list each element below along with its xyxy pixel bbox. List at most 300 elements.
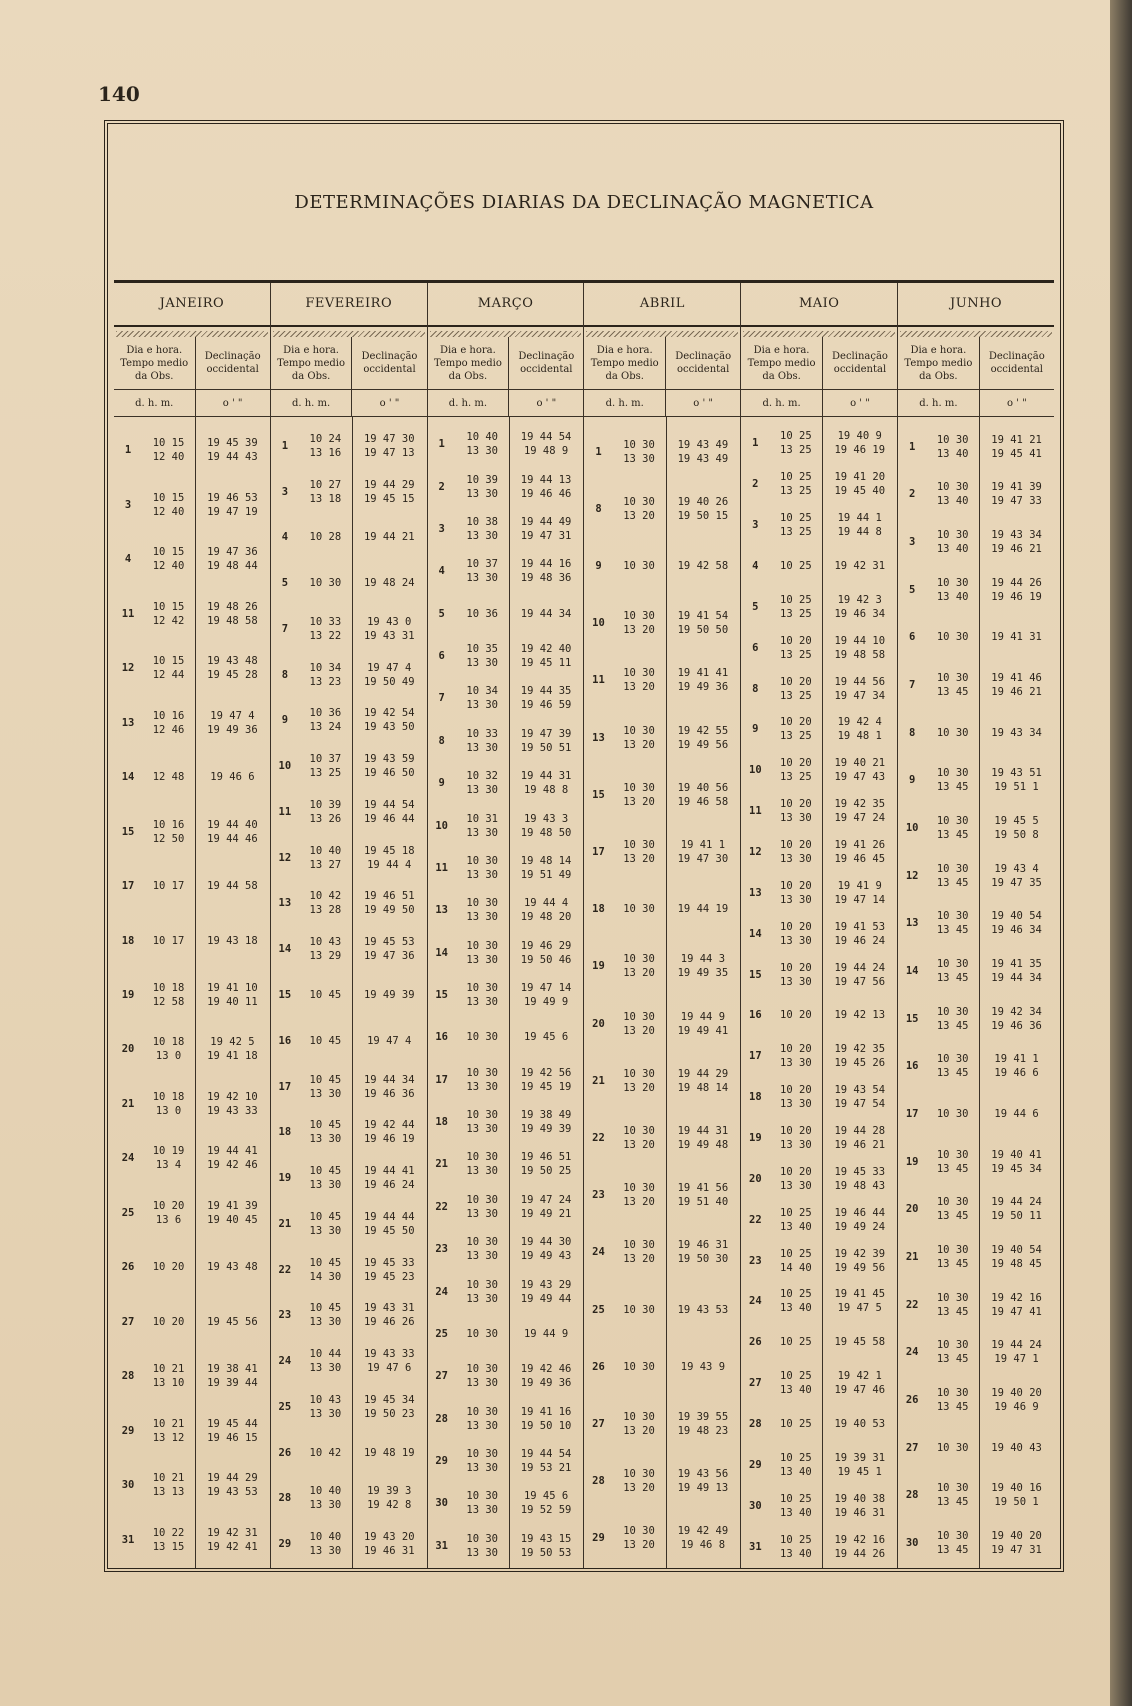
day-cell: 18 [278, 1126, 292, 1139]
table-row [114, 750, 270, 804]
day-cell: 21 [592, 1074, 605, 1087]
declination-cell: 19 41 31 [991, 631, 1042, 644]
time-cell: 10 30 13 20 [623, 495, 655, 522]
time-cell: 10 22 13 15 [152, 1526, 185, 1553]
declination-header: Declinação occidental [988, 351, 1045, 375]
time-cell: 10 25 13 40 [780, 1533, 812, 1560]
declination-cell: 19 43 51 19 51 1 [991, 767, 1042, 794]
declination-cell: 19 45 44 19 46 15 [207, 1417, 258, 1444]
time-cell: 10 30 13 45 [936, 1339, 969, 1366]
day-cell: 5 [752, 600, 759, 613]
day-cell: 4 [124, 553, 132, 566]
day-cell: 24 [121, 1152, 135, 1165]
declination-cell: 19 42 58 [677, 559, 729, 572]
day-cell: 26 [121, 1261, 135, 1274]
time-cell: 10 45 13 30 [309, 1302, 342, 1329]
table-row [271, 1384, 427, 1430]
declination-cell: 19 43 15 19 50 53 [520, 1532, 572, 1559]
time-cell: 10 20 13 25 [780, 675, 812, 702]
day-cell: 7 [438, 692, 445, 705]
day-cell: 30 [435, 1497, 448, 1510]
day-cell: 29 [121, 1424, 135, 1437]
day-cell: 31 [435, 1539, 448, 1552]
day-cell: 30 [121, 1479, 135, 1492]
day-cell: 25 [121, 1206, 135, 1219]
day-cell: 26 [278, 1446, 292, 1459]
table-row [428, 974, 584, 1016]
declination-cell: 19 44 34 [520, 607, 572, 620]
declination-cell: 19 40 53 [834, 1417, 886, 1430]
day-cell: 27 [121, 1315, 135, 1328]
time-cell: 10 42 13 28 [309, 890, 342, 917]
units-row [741, 390, 897, 417]
declination-cell: 19 43 34 [991, 726, 1042, 739]
column-headers [741, 337, 897, 390]
time-cell: 10 15 12 40 [152, 546, 185, 573]
day-cell: 15 [278, 988, 292, 1001]
table-row [428, 1313, 584, 1355]
table-row [741, 1485, 897, 1526]
declination-cell: 19 42 16 19 47 41 [991, 1291, 1042, 1318]
table-row [741, 1077, 897, 1118]
time-cell: 10 20 13 25 [780, 634, 812, 661]
table-row [428, 465, 584, 507]
table-row [584, 1167, 740, 1224]
table-row [584, 1510, 740, 1567]
table-row [428, 508, 584, 550]
declination-cell: 19 47 4 19 50 49 [363, 661, 415, 688]
table-row [741, 791, 897, 832]
time-cell: 10 30 13 30 [466, 1278, 498, 1305]
column-headers [428, 337, 584, 390]
table-row [584, 1338, 740, 1395]
time-cell: 10 20 [152, 1315, 185, 1328]
day-cell: 29 [278, 1538, 292, 1551]
declination-header: Declinação occidental [361, 351, 418, 375]
declination-cell: 19 40 9 19 46 19 [834, 430, 886, 457]
time-cell: 10 18 13 0 [152, 1090, 185, 1117]
column-headers [584, 337, 740, 390]
table-row [428, 1525, 584, 1567]
table-row [428, 677, 584, 719]
table-row [898, 757, 1054, 805]
declination-cell: 19 43 54 19 47 54 [834, 1084, 886, 1111]
declination-cell: 19 41 1 19 46 6 [994, 1053, 1039, 1080]
time-units: d. h. m. [428, 390, 510, 416]
month-column [114, 283, 271, 1568]
time-cell: 10 20 13 30 [780, 1124, 812, 1151]
day-cell: 22 [435, 1200, 448, 1213]
declination-cell: 19 43 56 19 49 13 [677, 1468, 729, 1495]
time-cell: 10 35 13 30 [466, 643, 498, 670]
day-cell: 24 [749, 1295, 762, 1308]
time-cell: 10 25 13 25 [780, 593, 812, 620]
day-cell: 5 [281, 577, 289, 590]
day-cell: 13 [905, 917, 919, 930]
declination-cell: 19 43 20 19 46 31 [363, 1531, 415, 1558]
declination-cell: 19 43 3 19 48 50 [520, 812, 572, 839]
declination-cell: 19 38 49 19 49 39 [520, 1109, 572, 1136]
month-column [741, 283, 898, 1568]
time-cell: 10 40 13 30 [309, 1485, 342, 1512]
table-row [898, 947, 1054, 995]
declination-cell: 19 44 49 19 47 31 [520, 515, 572, 542]
declination-cell: 19 40 56 19 46 58 [677, 781, 729, 808]
declination-cell: 19 40 26 19 50 15 [677, 495, 729, 522]
time-cell: 10 20 13 30 [780, 798, 812, 825]
table-row [741, 1118, 897, 1159]
day-cell: 4 [281, 531, 289, 544]
declination-cell: 19 44 31 19 49 48 [677, 1124, 729, 1151]
declination-cell: 19 43 49 19 43 49 [677, 438, 729, 465]
time-cell: 10 20 13 25 [780, 757, 812, 784]
table-row [114, 1458, 270, 1512]
time-cell: 10 30 [936, 631, 969, 644]
day-cell: 29 [749, 1458, 762, 1471]
declination-cell: 19 43 59 19 46 50 [363, 753, 415, 780]
time-cell: 10 36 [466, 607, 498, 620]
time-cell: 10 15 12 42 [152, 600, 185, 627]
time-cell: 10 30 13 20 [623, 667, 655, 694]
month-column [271, 283, 428, 1568]
time-cell: 10 30 13 40 [936, 481, 969, 508]
table-row [898, 709, 1054, 757]
declination-cell: 19 46 29 19 50 46 [520, 939, 572, 966]
table-row [741, 1322, 897, 1363]
table-row [898, 852, 1054, 900]
time-cell: 10 30 13 45 [936, 1053, 969, 1080]
day-cell: 4 [752, 559, 759, 572]
time-cell: 10 45 [309, 988, 342, 1001]
declination-cell: 19 43 9 [680, 1360, 726, 1373]
time-cell: 10 20 13 30 [780, 1084, 812, 1111]
time-cell: 10 30 [466, 1327, 498, 1340]
table-row [898, 423, 1054, 471]
declination-units: o ' " [693, 397, 714, 409]
day-cell: 1 [438, 438, 445, 451]
time-cell: 10 30 13 30 [466, 1448, 498, 1475]
table-row [428, 1059, 584, 1101]
declination-units: o ' " [222, 397, 243, 409]
page-number: 140 [98, 82, 140, 106]
table-row [271, 1521, 427, 1567]
declination-cell: 19 41 45 19 47 5 [834, 1288, 886, 1315]
time-cell: 10 30 13 20 [623, 1182, 655, 1209]
time-cell: 10 30 13 30 [466, 1490, 498, 1517]
time-cell: 10 20 13 30 [780, 1165, 812, 1192]
declination-cell: 19 43 29 19 49 44 [520, 1278, 572, 1305]
declination-cell: 19 44 34 19 46 36 [363, 1073, 415, 1100]
declination-cell: 19 42 35 19 45 26 [834, 1043, 886, 1070]
declination-cell: 19 46 51 19 50 25 [520, 1151, 572, 1178]
day-cell: 2 [909, 488, 916, 501]
table-row [428, 804, 584, 846]
day-cell: 19 [749, 1131, 762, 1144]
table-row [741, 1281, 897, 1322]
table-row [428, 720, 584, 762]
day-cell: 17 [435, 1073, 448, 1086]
time-cell: 10 19 13 4 [152, 1145, 185, 1172]
month-column [428, 283, 585, 1568]
declination-cell: 19 44 41 19 42 46 [207, 1145, 258, 1172]
day-cell: 25 [592, 1303, 605, 1316]
time-cell: 10 30 [936, 726, 969, 739]
time-cell: 10 40 13 30 [466, 431, 498, 458]
declination-cell: 19 43 0 19 43 31 [363, 615, 415, 642]
time-cell: 10 30 13 20 [623, 1124, 655, 1151]
declination-cell: 19 43 53 [677, 1303, 729, 1316]
time-cell: 10 18 13 0 [152, 1036, 185, 1063]
declination-cell: 19 40 38 19 46 31 [834, 1492, 886, 1519]
day-cell: 21 [121, 1097, 135, 1110]
day-cell: 7 [909, 679, 916, 692]
declination-cell: 19 48 19 [363, 1446, 415, 1459]
declination-cell: 19 44 31 19 48 8 [520, 770, 572, 797]
units-row [584, 390, 740, 417]
column-headers [114, 337, 270, 390]
table-row [428, 1101, 584, 1143]
declination-cell: 19 44 10 19 48 58 [834, 634, 886, 661]
declination-units: o ' " [1006, 397, 1027, 409]
time-cell: 10 30 13 30 [466, 1151, 498, 1178]
time-cell: 10 30 13 30 [466, 1405, 498, 1432]
table-row [898, 1424, 1054, 1472]
day-cell: 3 [281, 485, 289, 498]
rows-container [271, 417, 427, 1568]
time-cell: 10 30 [466, 1031, 498, 1044]
table-row [898, 471, 1054, 519]
table-row [271, 652, 427, 698]
table-row [584, 938, 740, 995]
table-row [898, 1329, 1054, 1377]
declination-cell: 19 43 4 19 47 35 [991, 862, 1042, 889]
declination-cell: 19 48 26 19 48 58 [207, 600, 258, 627]
day-cell: 10 [278, 760, 292, 773]
declination-cell: 19 46 53 19 47 19 [207, 491, 258, 518]
rows-container [898, 417, 1054, 1568]
day-cell: 17 [592, 845, 605, 858]
declination-cell: 19 42 55 19 49 56 [677, 724, 729, 751]
day-cell: 1 [124, 444, 132, 457]
time-cell: 10 30 13 30 [466, 1066, 498, 1093]
declination-cell: 19 44 24 19 47 1 [991, 1339, 1042, 1366]
declination-cell: 19 43 48 19 45 28 [207, 655, 258, 682]
day-cell: 26 [592, 1360, 605, 1373]
day-cell: 21 [905, 1251, 919, 1264]
units-row [271, 390, 427, 417]
table-row [271, 1430, 427, 1476]
day-cell: 24 [592, 1246, 605, 1259]
time-header: Dia e hora. Tempo medio da Obs. [584, 337, 666, 389]
day-cell: 31 [121, 1533, 135, 1546]
time-cell: 10 30 [936, 1108, 969, 1121]
day-cell: 1 [595, 445, 602, 458]
day-cell: 29 [592, 1532, 605, 1545]
table-row [741, 546, 897, 587]
units-row [114, 390, 270, 417]
table-row [741, 1363, 897, 1404]
declination-cell: 19 42 3 19 46 34 [834, 593, 886, 620]
declination-cell: 19 42 31 19 42 41 [207, 1526, 258, 1553]
table-row [898, 661, 1054, 709]
declination-cell: 19 47 4 19 49 36 [207, 709, 258, 736]
declination-cell: 19 44 19 [677, 903, 729, 916]
table-row [898, 614, 1054, 662]
day-cell: 9 [438, 777, 445, 790]
declination-cell: 19 41 56 19 51 40 [677, 1182, 729, 1209]
declination-cell: 19 42 13 [834, 1009, 886, 1022]
table-row [271, 1292, 427, 1338]
declination-cell: 19 49 39 [363, 988, 415, 1001]
day-cell: 13 [435, 904, 448, 917]
table-row [898, 566, 1054, 614]
day-cell: 14 [278, 943, 292, 956]
table-row [428, 592, 584, 634]
declination-cell: 19 44 30 19 49 43 [520, 1236, 572, 1263]
table-row [428, 550, 584, 592]
table-row [271, 1475, 427, 1521]
declination-cell: 19 40 41 19 45 34 [991, 1148, 1042, 1175]
table-row [114, 1349, 270, 1403]
table-row [741, 1526, 897, 1567]
time-cell: 10 30 [623, 1303, 655, 1316]
table-row [271, 789, 427, 835]
month-name: JUNHO [898, 283, 1054, 327]
day-cell: 14 [121, 771, 135, 784]
time-cell: 10 20 [152, 1261, 185, 1274]
month-name: ABRIL [584, 283, 740, 327]
day-cell: 18 [592, 903, 605, 916]
day-cell: 1 [909, 440, 916, 453]
table-row [428, 889, 584, 931]
time-cell: 10 45 13 30 [309, 1210, 342, 1237]
table-row [584, 1395, 740, 1452]
day-cell: 28 [435, 1412, 448, 1425]
time-cell: 10 39 13 26 [309, 798, 342, 825]
time-cell: 10 30 13 20 [623, 838, 655, 865]
table-row [114, 1131, 270, 1185]
time-cell: 10 30 13 45 [936, 1148, 969, 1175]
time-cell: 10 40 13 30 [309, 1531, 342, 1558]
table-row [428, 1186, 584, 1228]
declination-cell: 19 44 54 19 53 21 [520, 1448, 572, 1475]
time-cell: 10 30 13 45 [936, 862, 969, 889]
time-cell: 10 31 13 30 [466, 812, 498, 839]
table-row [428, 1143, 584, 1185]
month-name: JANEIRO [114, 283, 270, 327]
table-row [898, 1043, 1054, 1091]
time-cell: 10 30 13 20 [623, 1525, 655, 1552]
table-row [898, 1376, 1054, 1424]
day-cell: 3 [909, 536, 916, 549]
time-cell: 10 30 13 40 [936, 433, 969, 460]
declination-cell: 19 45 6 [523, 1031, 569, 1044]
time-cell: 10 33 13 22 [309, 615, 342, 642]
day-cell: 15 [435, 988, 448, 1001]
time-cell: 10 30 13 30 [466, 939, 498, 966]
declination-cell: 19 47 24 19 49 21 [520, 1193, 572, 1220]
time-cell: 10 45 14 30 [309, 1256, 342, 1283]
table-row [584, 881, 740, 938]
time-cell: 10 30 13 45 [936, 1244, 969, 1271]
time-cell: 10 30 13 20 [623, 1010, 655, 1037]
day-cell: 28 [121, 1370, 135, 1383]
declination-header: Declinação occidental [832, 351, 888, 375]
time-cell: 10 25 [780, 559, 812, 572]
time-cell: 10 30 13 45 [936, 672, 969, 699]
declination-cell: 19 39 31 19 45 1 [834, 1451, 886, 1478]
table-row [898, 1186, 1054, 1234]
declination-cell: 19 44 35 19 46 59 [520, 685, 572, 712]
declination-cell: 19 42 31 [834, 559, 886, 572]
table-row [898, 1233, 1054, 1281]
day-cell: 15 [121, 825, 135, 838]
time-cell: 10 30 13 45 [936, 1387, 969, 1414]
rows-container [114, 417, 270, 1568]
declination-cell: 19 41 21 19 45 41 [991, 433, 1042, 460]
declination-cell: 19 41 39 19 40 45 [207, 1199, 258, 1226]
time-cell: 10 15 12 40 [152, 491, 185, 518]
table-row [114, 423, 270, 477]
time-header: Dia e hora. Tempo medio da Obs. [428, 337, 510, 389]
declination-cell: 19 44 40 19 44 46 [207, 818, 258, 845]
table-row [898, 995, 1054, 1043]
declination-cell: 19 44 1 19 44 8 [837, 512, 882, 539]
time-cell: 10 17 [152, 934, 185, 947]
table-row [741, 1199, 897, 1240]
time-cell: 10 45 [309, 1034, 342, 1047]
table-row [271, 1247, 427, 1293]
time-cell: 10 40 13 27 [309, 844, 342, 871]
declination-cell: 19 42 39 19 49 56 [834, 1247, 886, 1274]
day-cell: 26 [749, 1336, 762, 1349]
declination-cell: 19 42 5 19 41 18 [207, 1036, 258, 1063]
day-cell: 6 [438, 650, 445, 663]
day-cell: 24 [905, 1346, 919, 1359]
table-row [584, 595, 740, 652]
time-cell: 10 30 13 45 [936, 958, 969, 985]
declination-cell: 19 44 3 19 49 35 [677, 953, 729, 980]
time-cell: 10 20 13 25 [780, 716, 812, 743]
declination-cell: 19 43 48 [207, 1261, 258, 1274]
time-cell: 10 27 13 18 [309, 478, 342, 505]
rows-container [584, 417, 740, 1568]
time-cell: 10 18 12 58 [152, 981, 185, 1008]
day-cell: 12 [749, 845, 762, 858]
rows-container [741, 417, 897, 1568]
time-cell: 10 20 13 30 [780, 838, 812, 865]
table-row [584, 423, 740, 480]
time-cell: 10 30 13 20 [623, 1468, 655, 1495]
table-row [271, 1018, 427, 1064]
declination-cell: 19 45 33 19 48 43 [834, 1165, 886, 1192]
table-row [584, 1453, 740, 1510]
day-cell: 22 [749, 1213, 762, 1226]
units-row [428, 390, 584, 417]
declination-cell: 19 41 39 19 47 33 [991, 481, 1042, 508]
time-cell: 10 30 [623, 1360, 655, 1373]
day-cell: 15 [749, 968, 762, 981]
declination-table [114, 280, 1054, 1568]
time-cell: 10 25 13 40 [780, 1288, 812, 1315]
day-cell: 15 [592, 788, 605, 801]
table-frame [104, 120, 1064, 1572]
table-row [271, 881, 427, 927]
day-cell: 12 [278, 851, 292, 864]
declination-cell: 19 41 53 19 46 24 [834, 920, 886, 947]
table-row [741, 1158, 897, 1199]
day-cell: 14 [435, 946, 448, 959]
